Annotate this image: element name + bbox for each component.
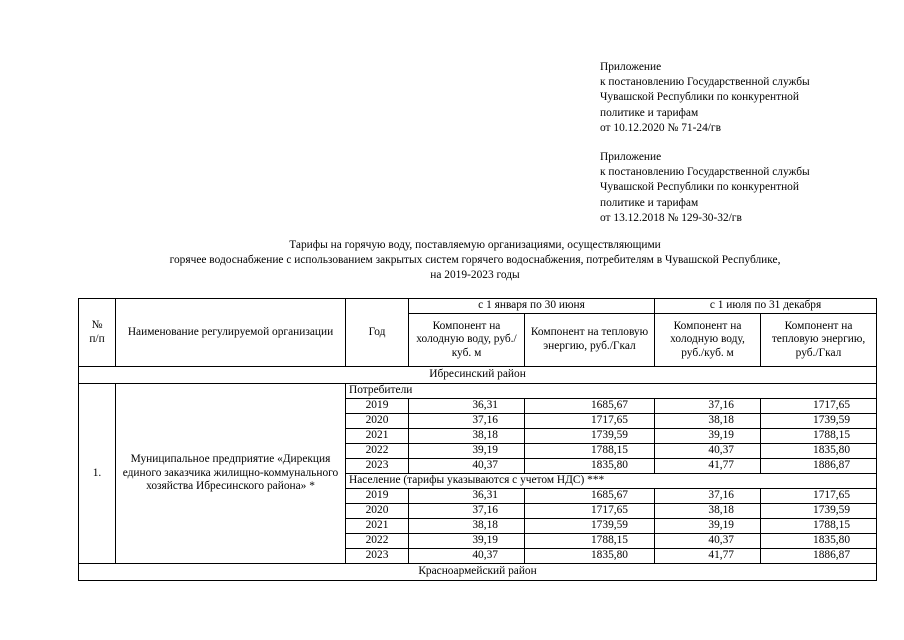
header-cold-component-2: Компонент на холодную воду, руб./куб. м: [655, 314, 761, 367]
cold-value: 37,16: [409, 414, 525, 429]
tariff-table: [78, 298, 877, 581]
cold-value: 39,19: [409, 444, 525, 459]
annex-current-line: политике и тарифам: [600, 106, 699, 119]
year-cell: 2022: [346, 444, 409, 459]
heat-value: 1717,65: [761, 489, 877, 504]
heat-value: 1739,59: [525, 429, 655, 444]
year-cell: 2023: [346, 549, 409, 564]
heat-value: 1835,80: [761, 534, 877, 549]
year-cell: 2021: [346, 519, 409, 534]
cold-value: 38,18: [409, 519, 525, 534]
annex-original-line: Приложение: [600, 151, 662, 163]
heat-value: 1739,59: [761, 414, 877, 429]
row-number: 1.: [79, 384, 116, 564]
year-cell: 2019: [346, 399, 409, 414]
annex-original-line: к постановлению Государственной службы: [600, 166, 810, 179]
header-period-jan-jun: с 1 января по 30 июня: [409, 299, 655, 314]
annex-original-line: политике и тарифам: [600, 196, 699, 209]
heat-value: 1788,15: [525, 444, 655, 459]
cold-value: 37,16: [655, 489, 761, 504]
cold-value: 36,31: [409, 399, 525, 414]
year-cell: 2023: [346, 459, 409, 474]
annex-original-line: от 13.12.2018 № 129-30-32/гв: [600, 211, 742, 224]
cold-value: 41,77: [655, 549, 761, 564]
annex-current-block: [600, 60, 890, 136]
cold-value: 38,18: [409, 429, 525, 444]
annex-original-line: Чувашской Республики по конкурентной: [600, 181, 799, 194]
header-heat-component-1: Компонент на тепловую энергию, руб./Гкал: [525, 314, 655, 367]
heat-value: 1788,15: [761, 429, 877, 444]
annex-current-line: к постановлению Государственной службы: [600, 76, 810, 89]
cold-value: 41,77: [655, 459, 761, 474]
heat-value: 1717,65: [525, 414, 655, 429]
annex-current-line: Приложение: [600, 61, 662, 73]
cold-value: 38,18: [655, 504, 761, 519]
heat-value: 1739,59: [761, 504, 877, 519]
cold-value: 37,16: [409, 504, 525, 519]
heat-value: 1717,65: [525, 504, 655, 519]
heat-value: 1788,15: [525, 534, 655, 549]
heat-value: 1685,67: [525, 399, 655, 414]
header-year: Год: [346, 299, 409, 367]
header-org: Наименование регулируемой организации: [116, 299, 346, 367]
title-line: горячее водоснабжение с использованием закрытых систем горячего водоснабжения, потребителям в Чувашской Республике,: [169, 254, 781, 267]
cold-value: 38,18: [655, 414, 761, 429]
year-cell: 2020: [346, 414, 409, 429]
header-heat-component-2: Компонент на тепловую энергию, руб./Гкал: [761, 314, 877, 367]
heat-value: 1835,80: [761, 444, 877, 459]
title-line: Тарифы на горячую воду, поставляемую организациями, осуществляющими: [289, 239, 661, 251]
title-line: на 2019-2023 годы: [430, 269, 520, 282]
cold-value: 40,37: [655, 444, 761, 459]
cold-value: 40,37: [655, 534, 761, 549]
group-label: Население (тарифы указываются с учетом НДС) ***: [346, 474, 877, 489]
document-title: [60, 238, 890, 284]
heat-value: 1835,80: [525, 459, 655, 474]
cold-value: 40,37: [409, 549, 525, 564]
heat-value: 1739,59: [525, 519, 655, 534]
heat-value: 1685,67: [525, 489, 655, 504]
group-label: Потребители: [346, 384, 877, 399]
org-name: Муниципальное предприятие «Дирекция единого заказчика жилищно-коммунального хозяйства Ибресинского района» *: [116, 384, 346, 564]
header-cold-component-1: Компонент на холодную воду, руб./куб. м: [409, 314, 525, 367]
annex-original-block: [600, 150, 890, 226]
year-cell: 2021: [346, 429, 409, 444]
cold-value: 39,19: [655, 519, 761, 534]
year-cell: 2022: [346, 534, 409, 549]
heat-value: 1886,87: [761, 549, 877, 564]
header-number: № п/п: [79, 299, 116, 367]
header-period-jul-dec: с 1 июля по 31 декабря: [655, 299, 877, 314]
cold-value: 37,16: [655, 399, 761, 414]
cold-value: 39,19: [655, 429, 761, 444]
heat-value: 1788,15: [761, 519, 877, 534]
heat-value: 1717,65: [761, 399, 877, 414]
year-cell: 2020: [346, 504, 409, 519]
annex-current-line: Чувашской Республики по конкурентной: [600, 91, 799, 104]
heat-value: 1835,80: [525, 549, 655, 564]
year-cell: 2019: [346, 489, 409, 504]
cold-value: 40,37: [409, 459, 525, 474]
annex-current-line: от 10.12.2020 № 71-24/гв: [600, 121, 721, 134]
region-row: Красноармейский район: [79, 564, 877, 581]
cold-value: 39,19: [409, 534, 525, 549]
cold-value: 36,31: [409, 489, 525, 504]
region-row: Ибресинский район: [79, 367, 877, 384]
heat-value: 1886,87: [761, 459, 877, 474]
